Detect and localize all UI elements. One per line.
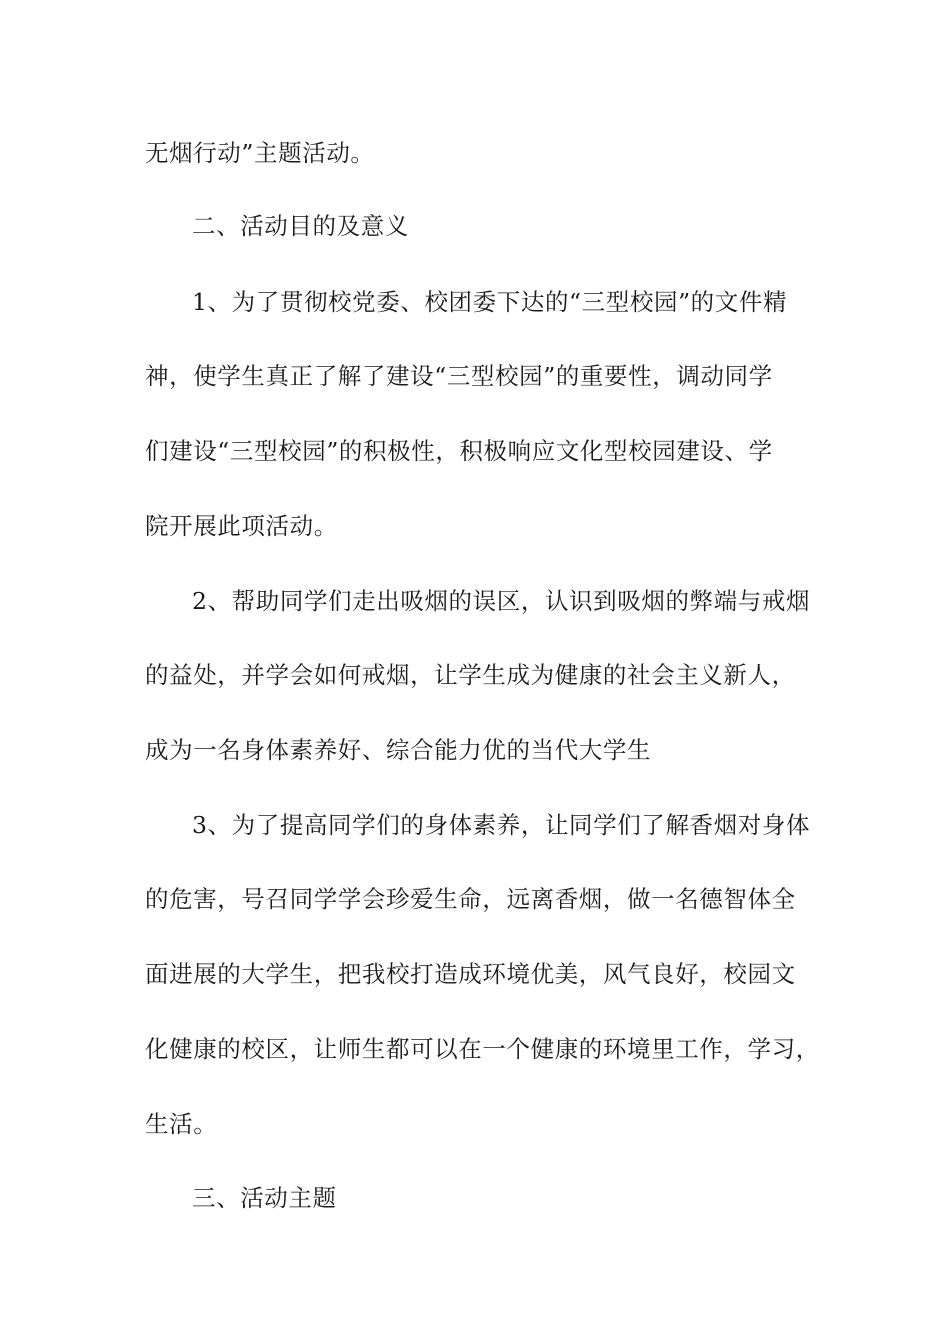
paragraph-2-line-1: 2、帮助同学们走出吸烟的误区，认识到吸烟的弊端与戒烟 xyxy=(192,587,811,615)
paragraph-3-line-5: 生活。 xyxy=(145,1110,218,1138)
paragraph-3-line-4: 化健康的校区，让师生都可以在一个健康的环境里工作，学习， xyxy=(145,1035,820,1063)
paragraph-2-line-3: 成为一名身体素养好、综合能力优的当代大学生 xyxy=(145,736,652,764)
paragraph-1-line-2: 神，使学生真正了解了建设“三型校园”的重要性，调动同学 xyxy=(145,362,773,390)
paragraph-1-line-3: 们建设“三型校园”的积极性，积极响应文化型校园建设、学 xyxy=(145,437,773,465)
paragraph-1-line-1: 1、为了贯彻校党委、校团委下达的“三型校园”的文件精 xyxy=(192,288,788,316)
paragraph-3-line-1: 3、为了提高同学们的身体素养，让同学们了解香烟对身体 xyxy=(192,811,811,839)
paragraph-3-line-2: 的危害，号召同学学会珍爱生命，远离香烟，做一名德智体全 xyxy=(145,885,796,913)
paragraph-2-line-2: 的益处，并学会如何戒烟，让学生成为健康的社会主义新人， xyxy=(145,661,796,689)
paragraph-1-line-4: 院开展此项活动。 xyxy=(145,512,338,540)
paragraph-continuation-line: 无烟行动”主题活动。 xyxy=(145,139,375,167)
section-heading-purpose: 二、活动目的及意义 xyxy=(192,212,409,240)
section-heading-theme: 三、活动主题 xyxy=(192,1184,337,1212)
paragraph-3-line-3: 面进展的大学生，把我校打造成环境优美，风气良好，校园文 xyxy=(145,960,796,988)
